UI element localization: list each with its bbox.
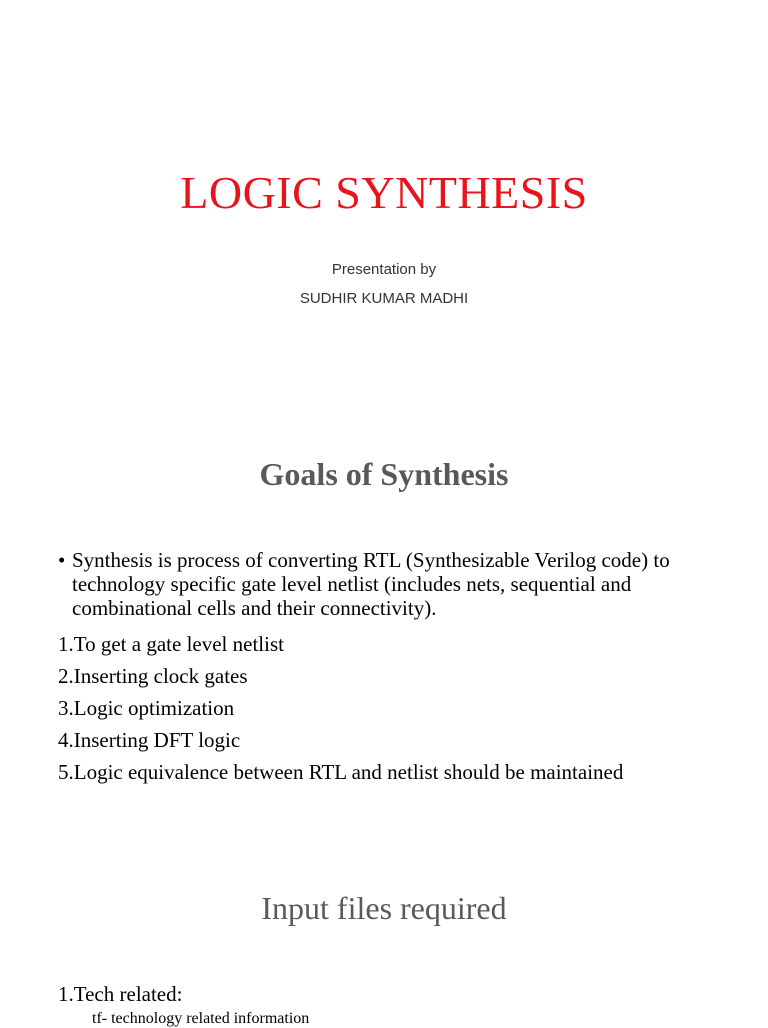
synthesis-definition-text: Synthesis is process of converting RTL (Synthesizable Verilog code) to technology specific gate level netlist (includes nets, sequential and combinational cells and their connectivity).	[72, 548, 670, 620]
author-name: SUDHIR KUMAR MADHI	[299, 290, 469, 307]
slide-goals	[0, 440, 768, 800]
list-item: 5.Logic equivalence between RTL and netlist should be maintained	[58, 760, 624, 784]
tf-subitem: tf- technology related information	[92, 1010, 310, 1027]
list-item: 3.Logic optimization	[58, 696, 235, 720]
presented-by-label: Presentation by	[331, 261, 437, 278]
presentation-title: LOGIC SYNTHESIS	[180, 167, 588, 218]
synthesis-definition-bullet	[58, 548, 718, 620]
goals-list	[58, 628, 623, 788]
goals-heading: Goals of Synthesis	[259, 456, 509, 492]
input-files-heading: Input files required	[261, 890, 507, 926]
list-item: 1.To get a gate level netlist	[58, 632, 284, 656]
slide-input-files	[0, 880, 768, 1027]
list-item: 2.Inserting clock gates	[58, 664, 248, 688]
tech-related-item: 1.Tech related:	[58, 982, 183, 1006]
bullet-icon: •	[58, 548, 66, 572]
list-item: 4.Inserting DFT logic	[58, 728, 241, 752]
slide-title	[0, 0, 768, 350]
